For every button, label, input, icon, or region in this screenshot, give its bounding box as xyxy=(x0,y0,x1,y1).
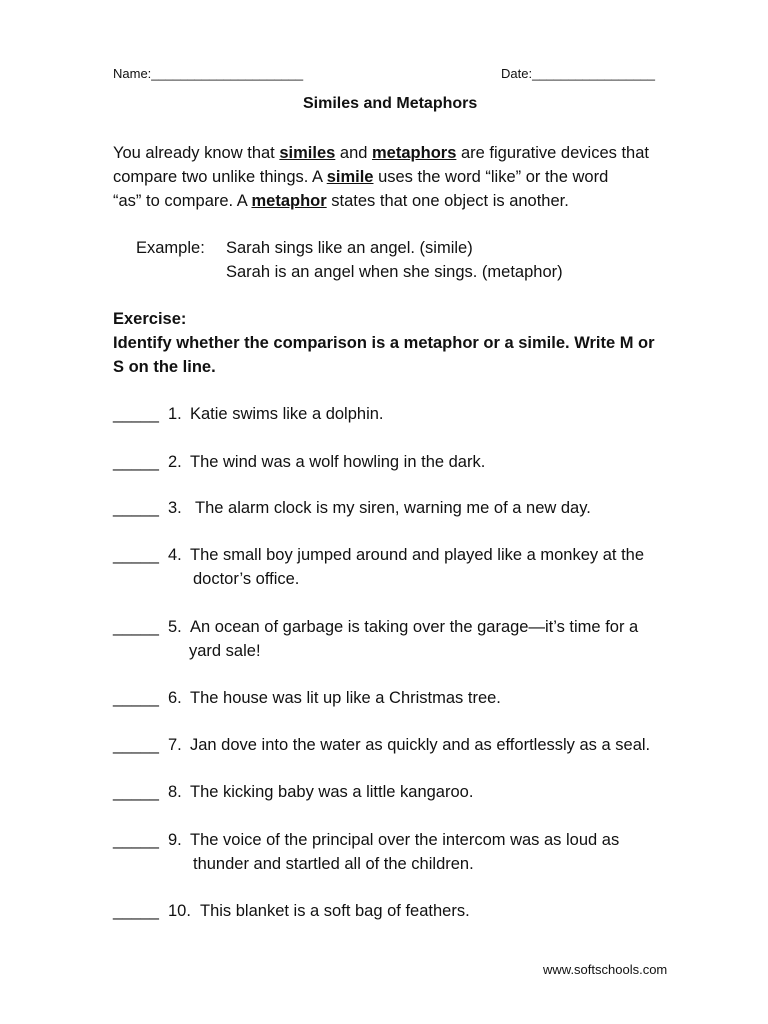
question-item xyxy=(113,496,713,520)
answer-blank[interactable]: _____ xyxy=(113,831,159,849)
question-text: This blanket is a soft bag of feathers. xyxy=(200,902,470,920)
answer-blank[interactable]: _____ xyxy=(113,499,159,517)
question-item xyxy=(113,686,713,710)
answer-blank[interactable]: _____ xyxy=(113,453,159,471)
question-number: 4. xyxy=(168,546,182,564)
question-item xyxy=(113,828,713,876)
example-line-metaphor: Sarah is an angel when she sings. (metaphor) xyxy=(226,263,563,281)
question-number: 6. xyxy=(168,689,182,707)
question-text: The alarm clock is my siren, warning me of a new day. xyxy=(195,499,591,517)
question-text-continued: doctor’s office. xyxy=(193,570,300,588)
answer-blank[interactable]: _____ xyxy=(113,618,159,636)
question-number: 2. xyxy=(168,453,182,471)
question-number: 1. xyxy=(168,405,182,423)
intro-text: are figurative devices that xyxy=(456,144,649,162)
question-item xyxy=(113,899,713,923)
question-text-continued: yard sale! xyxy=(189,642,261,660)
answer-blank[interactable]: _____ xyxy=(113,546,159,564)
intro-text: You already know that xyxy=(113,144,280,162)
question-text: Jan dove into the water as quickly and as effortlessly as a seal. xyxy=(190,736,651,754)
question-item xyxy=(113,450,713,474)
question-text: The voice of the principal over the intercom was as loud as xyxy=(190,831,620,849)
question-text: The small boy jumped around and played like a monkey at the xyxy=(190,546,645,564)
footer-website: www.softschools.com xyxy=(543,962,668,977)
exercise-instruction-line-1: Identify whether the comparison is a metaphor or a simile. Write M or xyxy=(113,334,655,352)
question-item xyxy=(113,402,713,426)
question-item xyxy=(113,733,713,757)
example-line-simile: Sarah sings like an angel. (simile) xyxy=(226,239,473,257)
question-number: 8. xyxy=(168,783,182,801)
intro-text: “as” to compare. A xyxy=(113,192,252,210)
date-field: Date:_________________ xyxy=(501,66,655,81)
intro-line-1 xyxy=(113,141,649,165)
intro-text: and xyxy=(335,144,373,162)
exercise-heading: Exercise: xyxy=(113,310,187,328)
question-text: The house was lit up like a Christmas tree. xyxy=(190,689,501,707)
question-text: The kicking baby was a little kangaroo. xyxy=(190,783,474,801)
question-text: Katie swims like a dolphin. xyxy=(190,405,384,423)
question-number: 5. xyxy=(168,618,182,636)
answer-blank[interactable]: _____ xyxy=(113,689,159,707)
question-text: An ocean of garbage is taking over the garage—it’s time for a xyxy=(190,618,639,636)
answer-blank[interactable]: _____ xyxy=(113,405,159,423)
question-number: 9. xyxy=(168,831,182,849)
intro-text: states that one object is another. xyxy=(326,192,569,210)
answer-blank[interactable]: _____ xyxy=(113,783,159,801)
question-item xyxy=(113,615,713,663)
question-number: 10. xyxy=(168,902,191,920)
term-simile: simile xyxy=(326,168,374,186)
question-text-continued: thunder and startled all of the children. xyxy=(193,855,474,873)
term-similes: similes xyxy=(279,144,336,162)
exercise-instruction-line-2: S on the line. xyxy=(113,358,216,376)
term-metaphors: metaphors xyxy=(372,144,457,162)
answer-blank[interactable]: _____ xyxy=(113,902,159,920)
question-number: 3. xyxy=(168,499,182,517)
answer-blank[interactable]: _____ xyxy=(113,736,159,754)
example-label: Example: xyxy=(136,239,205,257)
question-item xyxy=(113,543,713,591)
question-text: The wind was a wolf howling in the dark. xyxy=(190,453,486,471)
intro-text: uses the word “like” or the word xyxy=(373,168,609,186)
term-metaphor: metaphor xyxy=(251,192,327,210)
intro-text: compare two unlike things. A xyxy=(113,168,327,186)
question-item xyxy=(113,780,713,804)
intro-line-2 xyxy=(113,165,608,189)
name-field: Name:_____________________ xyxy=(113,66,304,81)
question-number: 7. xyxy=(168,736,182,754)
intro-line-3 xyxy=(113,189,569,213)
page-title: Similes and Metaphors xyxy=(303,95,478,112)
